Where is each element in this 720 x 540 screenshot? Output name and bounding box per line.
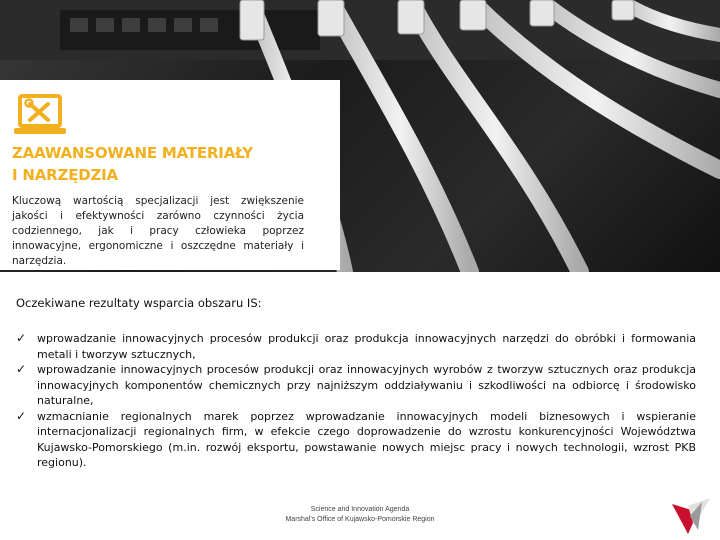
list-item-text: wzmacnianie regionalnych marek poprzez wprowadzanie innowacyjnych modeli biznesowych i wspieranie internacjonalizacji regionalnych firm, w efekcie czego doprowadzenie do wzrostu konkurencyjności Województwa Kujawsko-Pomorskiego (m.in. rozwój eksportu, powstawanie nowych miejsc pracy i nowych technologii, wzrost PKB regionu). <box>37 409 696 469</box>
footer <box>0 505 720 525</box>
list-item <box>16 362 696 409</box>
card-title-line2: I NARZĘDZIA <box>12 166 118 184</box>
checkmark-icon: ✓ <box>16 362 27 376</box>
list-item-text: wprowadzanie innowacyjnych procesów produkcji oraz produkcja innowacyjnych narzędzi do obróbki i formowania metali i tworzyw sztucznych, <box>37 332 696 361</box>
card-title-line1: ZAAWANSOWANE MATERIAŁY <box>12 144 253 162</box>
region-logo-icon <box>668 496 712 536</box>
specialization-card <box>0 80 340 270</box>
card-description: Kluczową wartością specjalizacji jest zwiększenie jakości i efektywności zarówno czynności życia codziennego, jak i pracy człowieka poprzez innowacyjne, ergonomiczne i oszczędne materiały i narzędzia. <box>12 195 304 267</box>
checkmark-icon: ✓ <box>16 408 27 423</box>
checkmark-icon: ✓ <box>16 331 27 345</box>
card-title <box>12 142 332 186</box>
footer-line1: Science and Innovation Agenda <box>310 506 410 513</box>
list-item <box>16 409 696 471</box>
list-item-text: wprowadzanie innowacyjnych procesów produkcji oraz innowacyjnych wyrobów z tworzyw sztucznych oraz produkcja innowacyjnych komponentów chemicznych przy najniższym oddziaływaniu i szkodliwości na odbiorcę i środowisko naturalne, <box>37 363 696 407</box>
laptop-tools-icon <box>14 94 66 138</box>
list-item <box>16 331 696 362</box>
results-list <box>16 331 696 471</box>
footer-line2: Marshal's Office of Kujawsko-Pomorskie Region <box>285 516 435 523</box>
section-heading: Oczekiwane rezultaty wsparcia obszaru IS: <box>16 296 262 310</box>
